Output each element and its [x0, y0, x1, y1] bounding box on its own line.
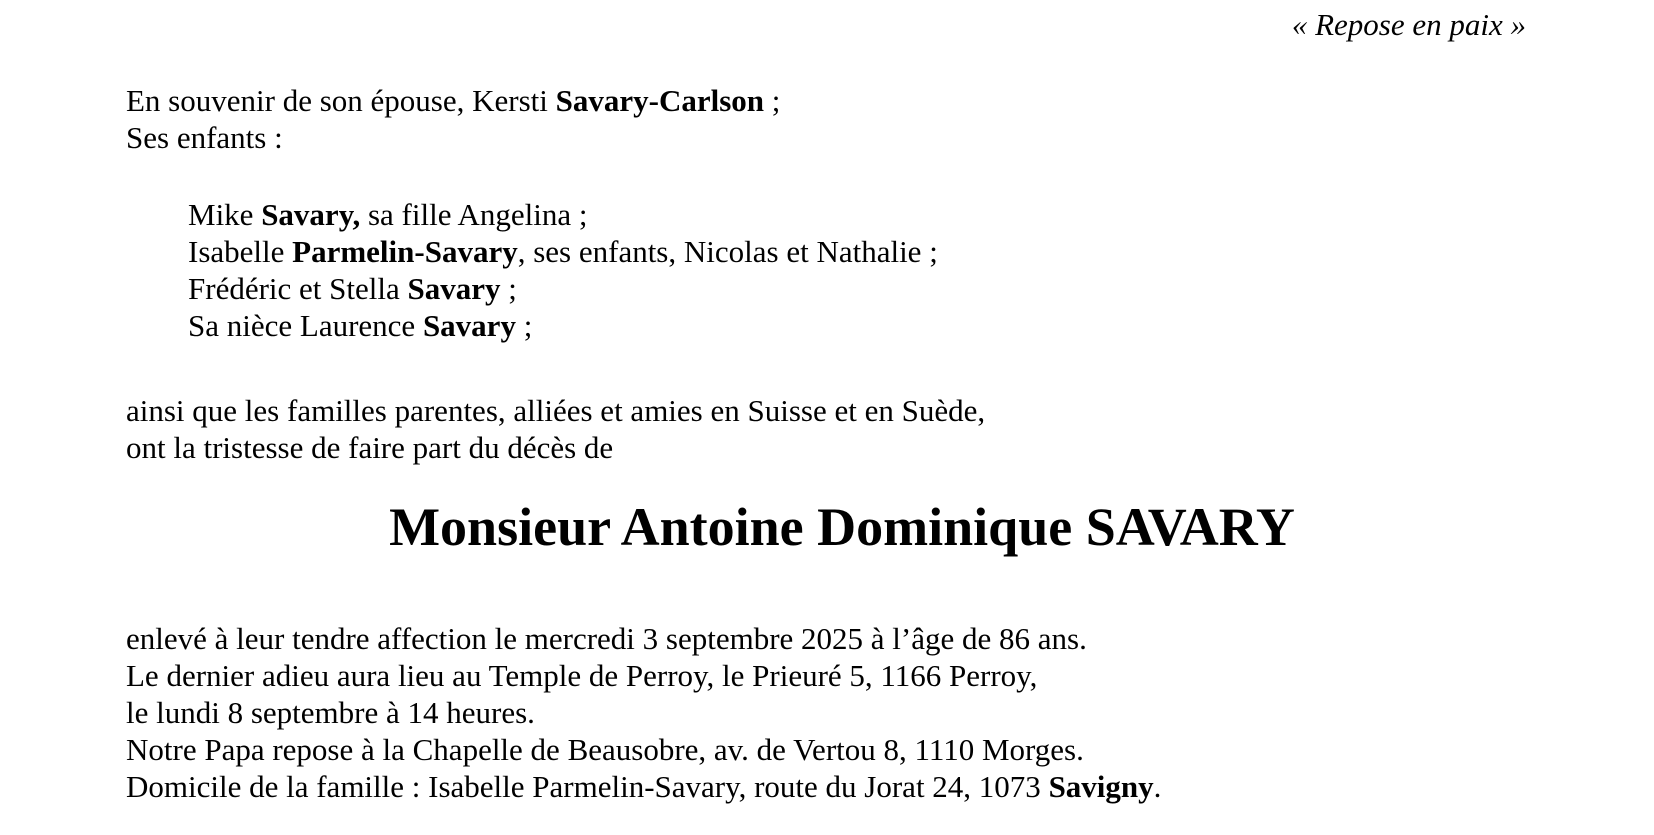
spouse-line-pre: En souvenir de son épouse, Kersti: [126, 83, 556, 118]
child-line-post: ;: [515, 308, 533, 343]
children-intro-line: Ses enfants :: [126, 120, 283, 155]
deceased-name-title: Monsieur Antoine Dominique SAVARY: [389, 497, 1295, 557]
family-address-pre: Domicile de la famille : Isabelle Parmelin-Savary, route du Jorat 24, 1073: [126, 769, 1049, 804]
family-address-line: [126, 768, 1558, 805]
child-family-name: Savary: [407, 271, 501, 306]
family-address-town: Savigny: [1048, 769, 1154, 804]
child-line: [188, 196, 1558, 233]
children-list: [188, 196, 1558, 344]
death-date-line: enlevé à leur tendre affection le mercredi 3 septembre 2025 à l’âge de 86 ans.: [126, 621, 1087, 656]
epigraph: [0, 0, 1654, 43]
announcement-line-2: ont la tristesse de faire part du décès de: [126, 430, 614, 465]
child-line-post: ;: [500, 271, 517, 306]
child-family-name: Parmelin-Savary: [292, 234, 518, 269]
spouse-line-post: ;: [764, 83, 781, 118]
child-family-name: Savary: [422, 308, 516, 343]
details-paragraph: [126, 620, 1558, 805]
child-family-name: Savary,: [261, 197, 361, 232]
intro-paragraph: [126, 82, 1558, 156]
epigraph-text: « Repose en paix »: [1291, 7, 1526, 42]
ceremony-place-line: Le dernier adieu aura lieu au Temple de Perroy, le Prieuré 5, 1166 Perroy,: [126, 658, 1038, 693]
family-address-post: .: [1153, 769, 1162, 804]
child-line: [188, 307, 1558, 344]
child-line-pre: Sa nièce Laurence: [188, 308, 423, 343]
document-body: [0, 82, 1654, 805]
child-line-pre: Frédéric et Stella: [188, 271, 408, 306]
child-line-pre: Mike: [188, 197, 262, 232]
child-line-pre: Isabelle: [188, 234, 293, 269]
child-line: [188, 233, 1558, 270]
ceremony-time-line: le lundi 8 septembre à 14 heures.: [126, 695, 535, 730]
child-line-post: sa fille Angelina ;: [360, 197, 588, 232]
announcement-line-1: ainsi que les familles parentes, alliées et amies en Suisse et en Suède,: [126, 393, 986, 428]
spouse-name: Savary-Carlson: [555, 83, 765, 118]
repose-place-line: Notre Papa repose à la Chapelle de Beausobre, av. de Vertou 8, 1110 Morges.: [126, 732, 1084, 767]
child-line-post: , ses enfants, Nicolas et Nathalie ;: [517, 234, 938, 269]
spouse-line: [126, 82, 1558, 119]
announcement-paragraph: [126, 392, 1558, 466]
child-line: [188, 270, 1558, 307]
